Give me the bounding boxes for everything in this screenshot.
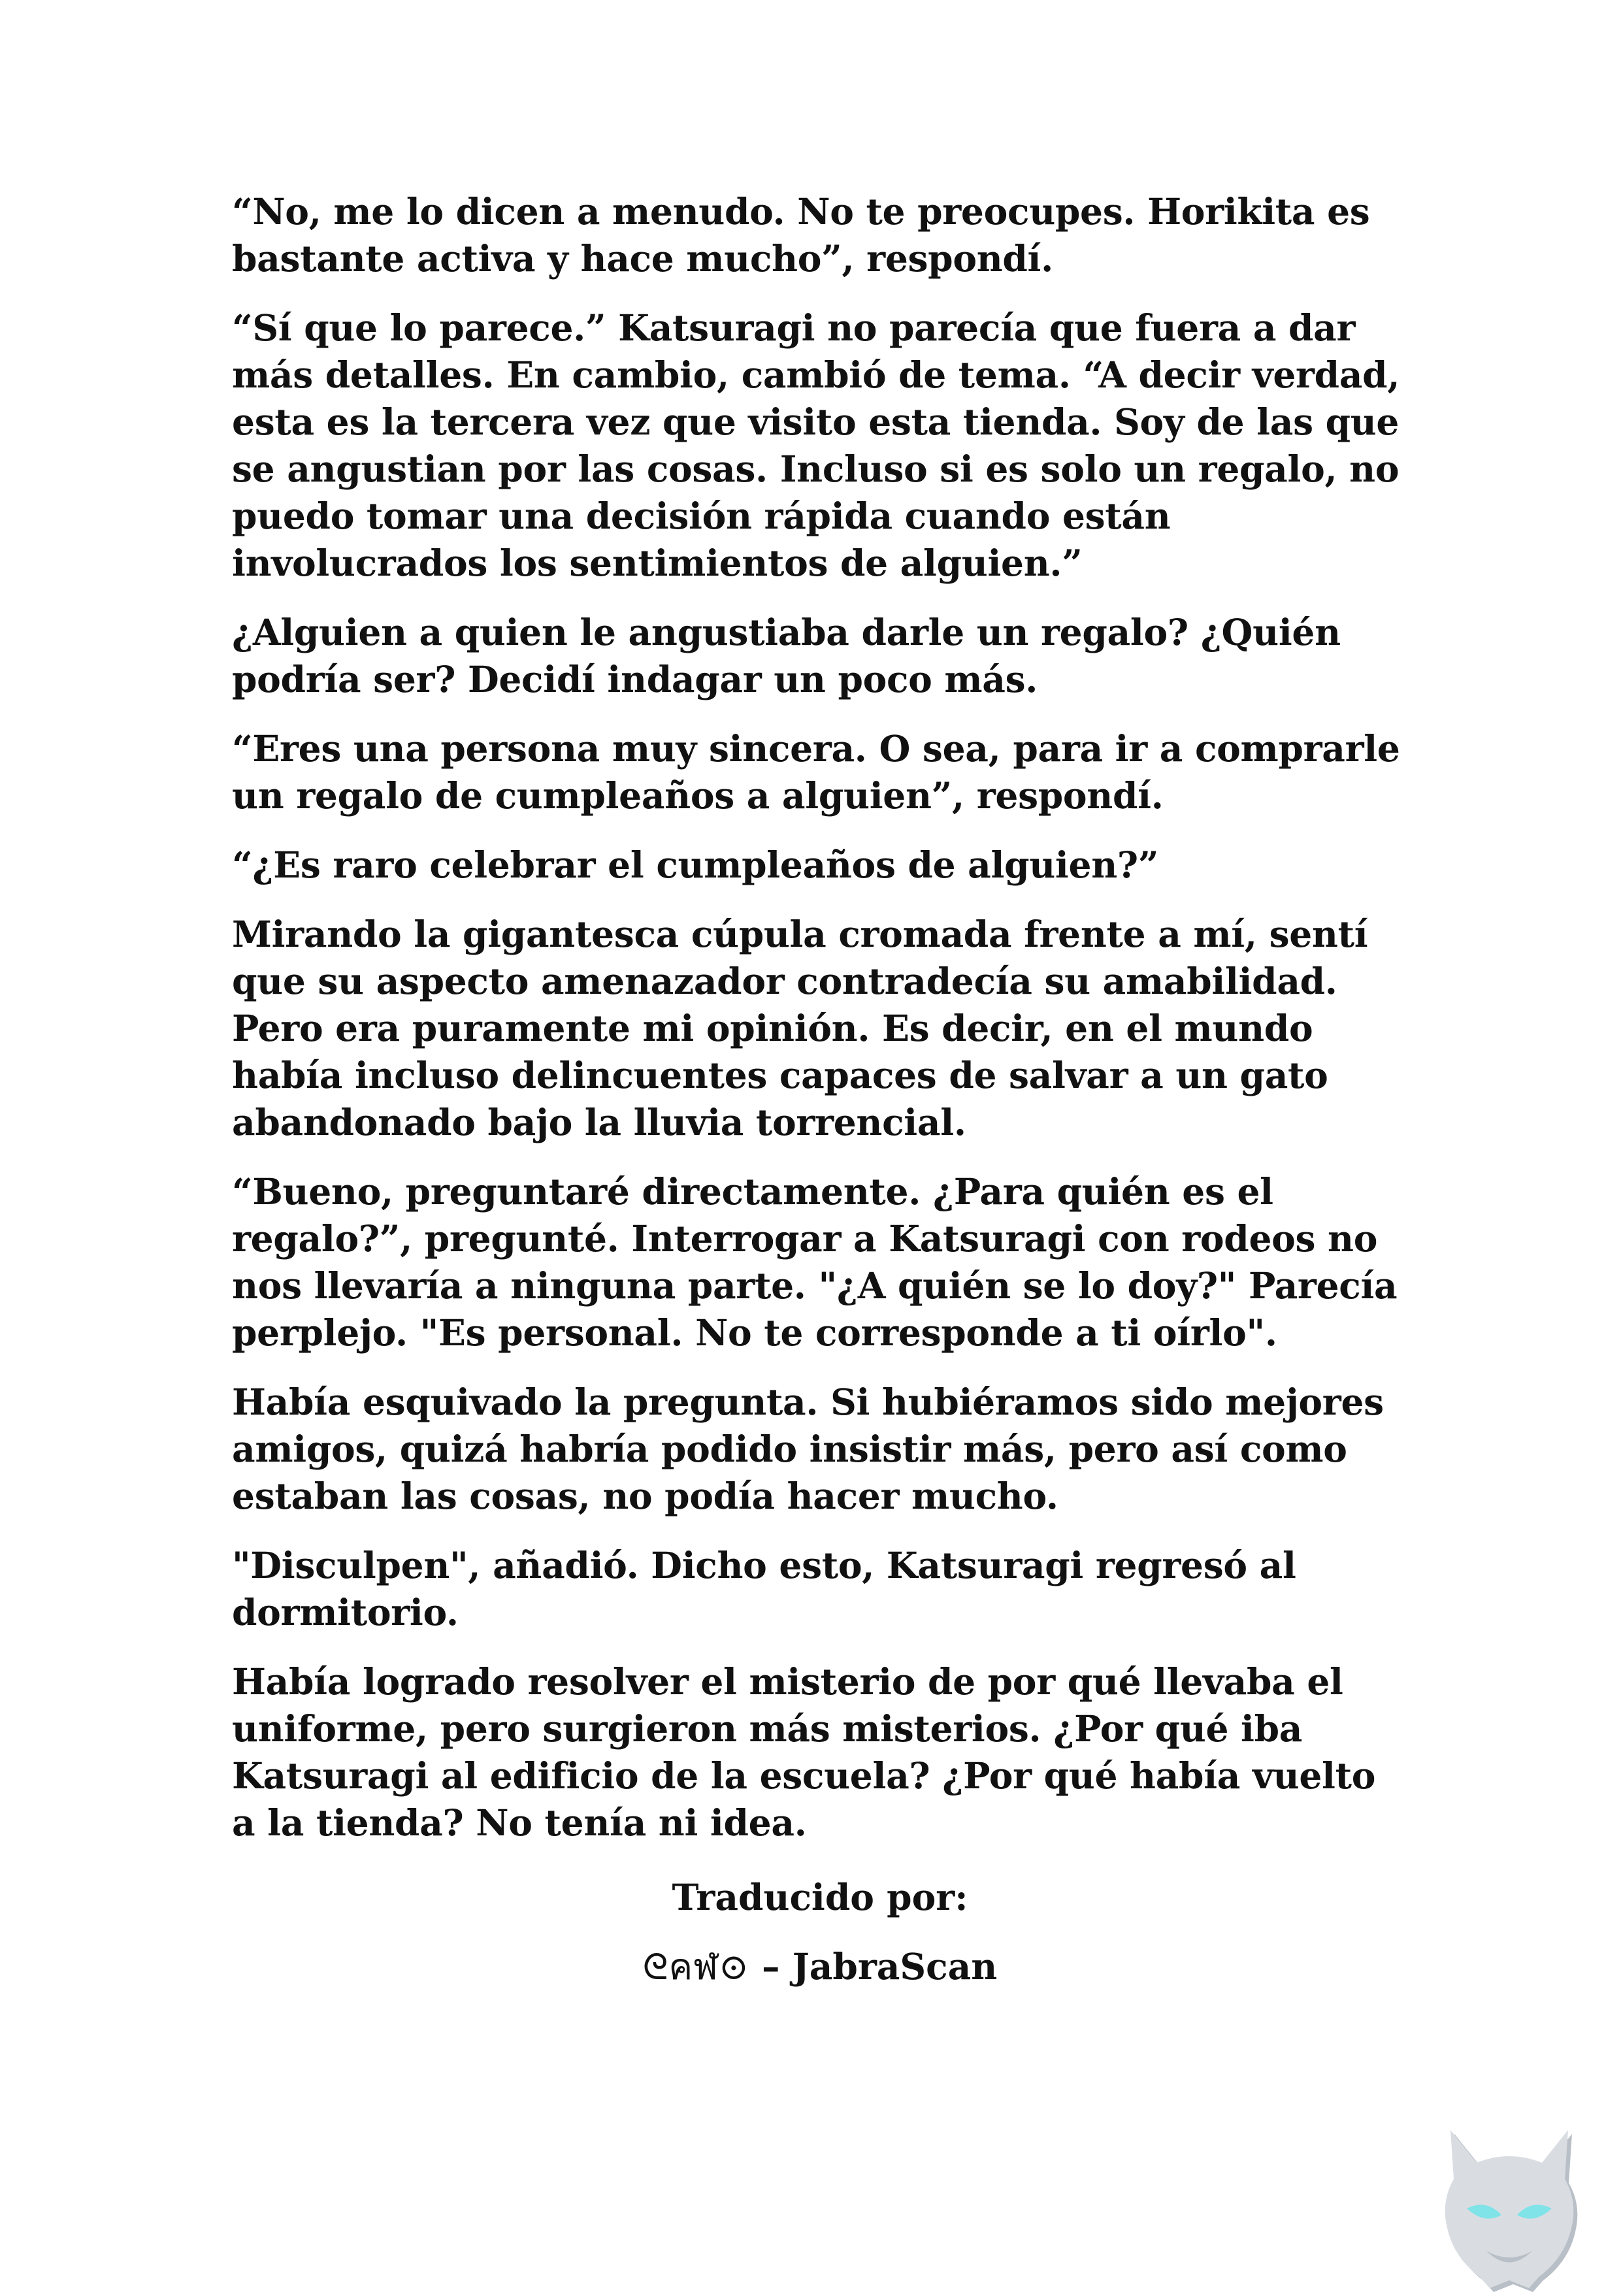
- group-name: JabraScan: [792, 1945, 998, 1988]
- paragraph-6: Mirando la gigantesca cúpula cromada frente a mí, sentí que su aspecto amenazador contradecía su amabilidad. Pero era puramente mi opinión. Es decir, en el mundo había incluso delincuentes capaces de salvar a un gato abandonado bajo la lluvia torrencial.: [232, 913, 1368, 1143]
- demon-head-logo-icon: [1431, 2117, 1588, 2293]
- paragraph-9: "Disculpen", añadió. Dicho esto, Katsuragi regresó al dormitorio.: [232, 1544, 1296, 1633]
- credits-separator: –: [749, 1945, 793, 1988]
- paragraph-5: “¿Es raro celebrar el cumpleaños de alguien?”: [232, 844, 1159, 886]
- credits-names: [232, 1943, 1408, 1990]
- paragraph-4: “Eres una persona muy sincera. O sea, para ir a comprarle un regalo de cumpleaños a alguien”, respondí.: [232, 727, 1400, 817]
- paragraph-3: ¿Alguien a quien le angustiaba darle un regalo? ¿Quién podría ser? Decidí indagar un poco más.: [232, 611, 1341, 700]
- paragraph-1: “No, me lo dicen a menudo. No te preocupes. Horikita es bastante activa y hace mucho”, respondí.: [232, 190, 1370, 280]
- paragraph-10: Había logrado resolver el misterio de por qué llevaba el uniforme, pero surgieron más misterios. ¿Por qué iba Katsuragi al edificio de la escuela? ¿Por qué había vuelto a la tienda? No tenía ni idea.: [232, 1660, 1376, 1844]
- credits-label: Traducido por:: [672, 1876, 968, 1918]
- credits: [232, 1874, 1408, 2012]
- text-body: [232, 188, 1408, 1869]
- paragraph-7: “Bueno, preguntaré directamente. ¿Para quién es el regalo?”, pregunté. Interrogar a Katsuragi con rodeos no nos llevaría a ninguna parte. "¿A quién se lo doy?" Parecía perplejo. "Es personal. No te corresponde a ti oírlo".: [232, 1170, 1398, 1354]
- paragraph-8: Había esquivado la pregunta. Si hubiéramos sido mejores amigos, quizá habría podido insistir más, pero así como estaban las cosas, no podía hacer mucho.: [232, 1381, 1384, 1517]
- translator-name: ᘓคฬ⊙: [642, 1946, 749, 1988]
- paragraph-2: “Sí que lo parece.” Katsuragi no parecía que fuera a dar más detalles. En cambio, cambió de tema. “A decir verdad, esta es la tercera vez que visito esta tienda. Soy de las que se angustian por las cosas. Incluso si es solo un regalo, no puedo tomar una decisión rápida cuando están involucrados los sentimientos de alguien.”: [232, 306, 1400, 584]
